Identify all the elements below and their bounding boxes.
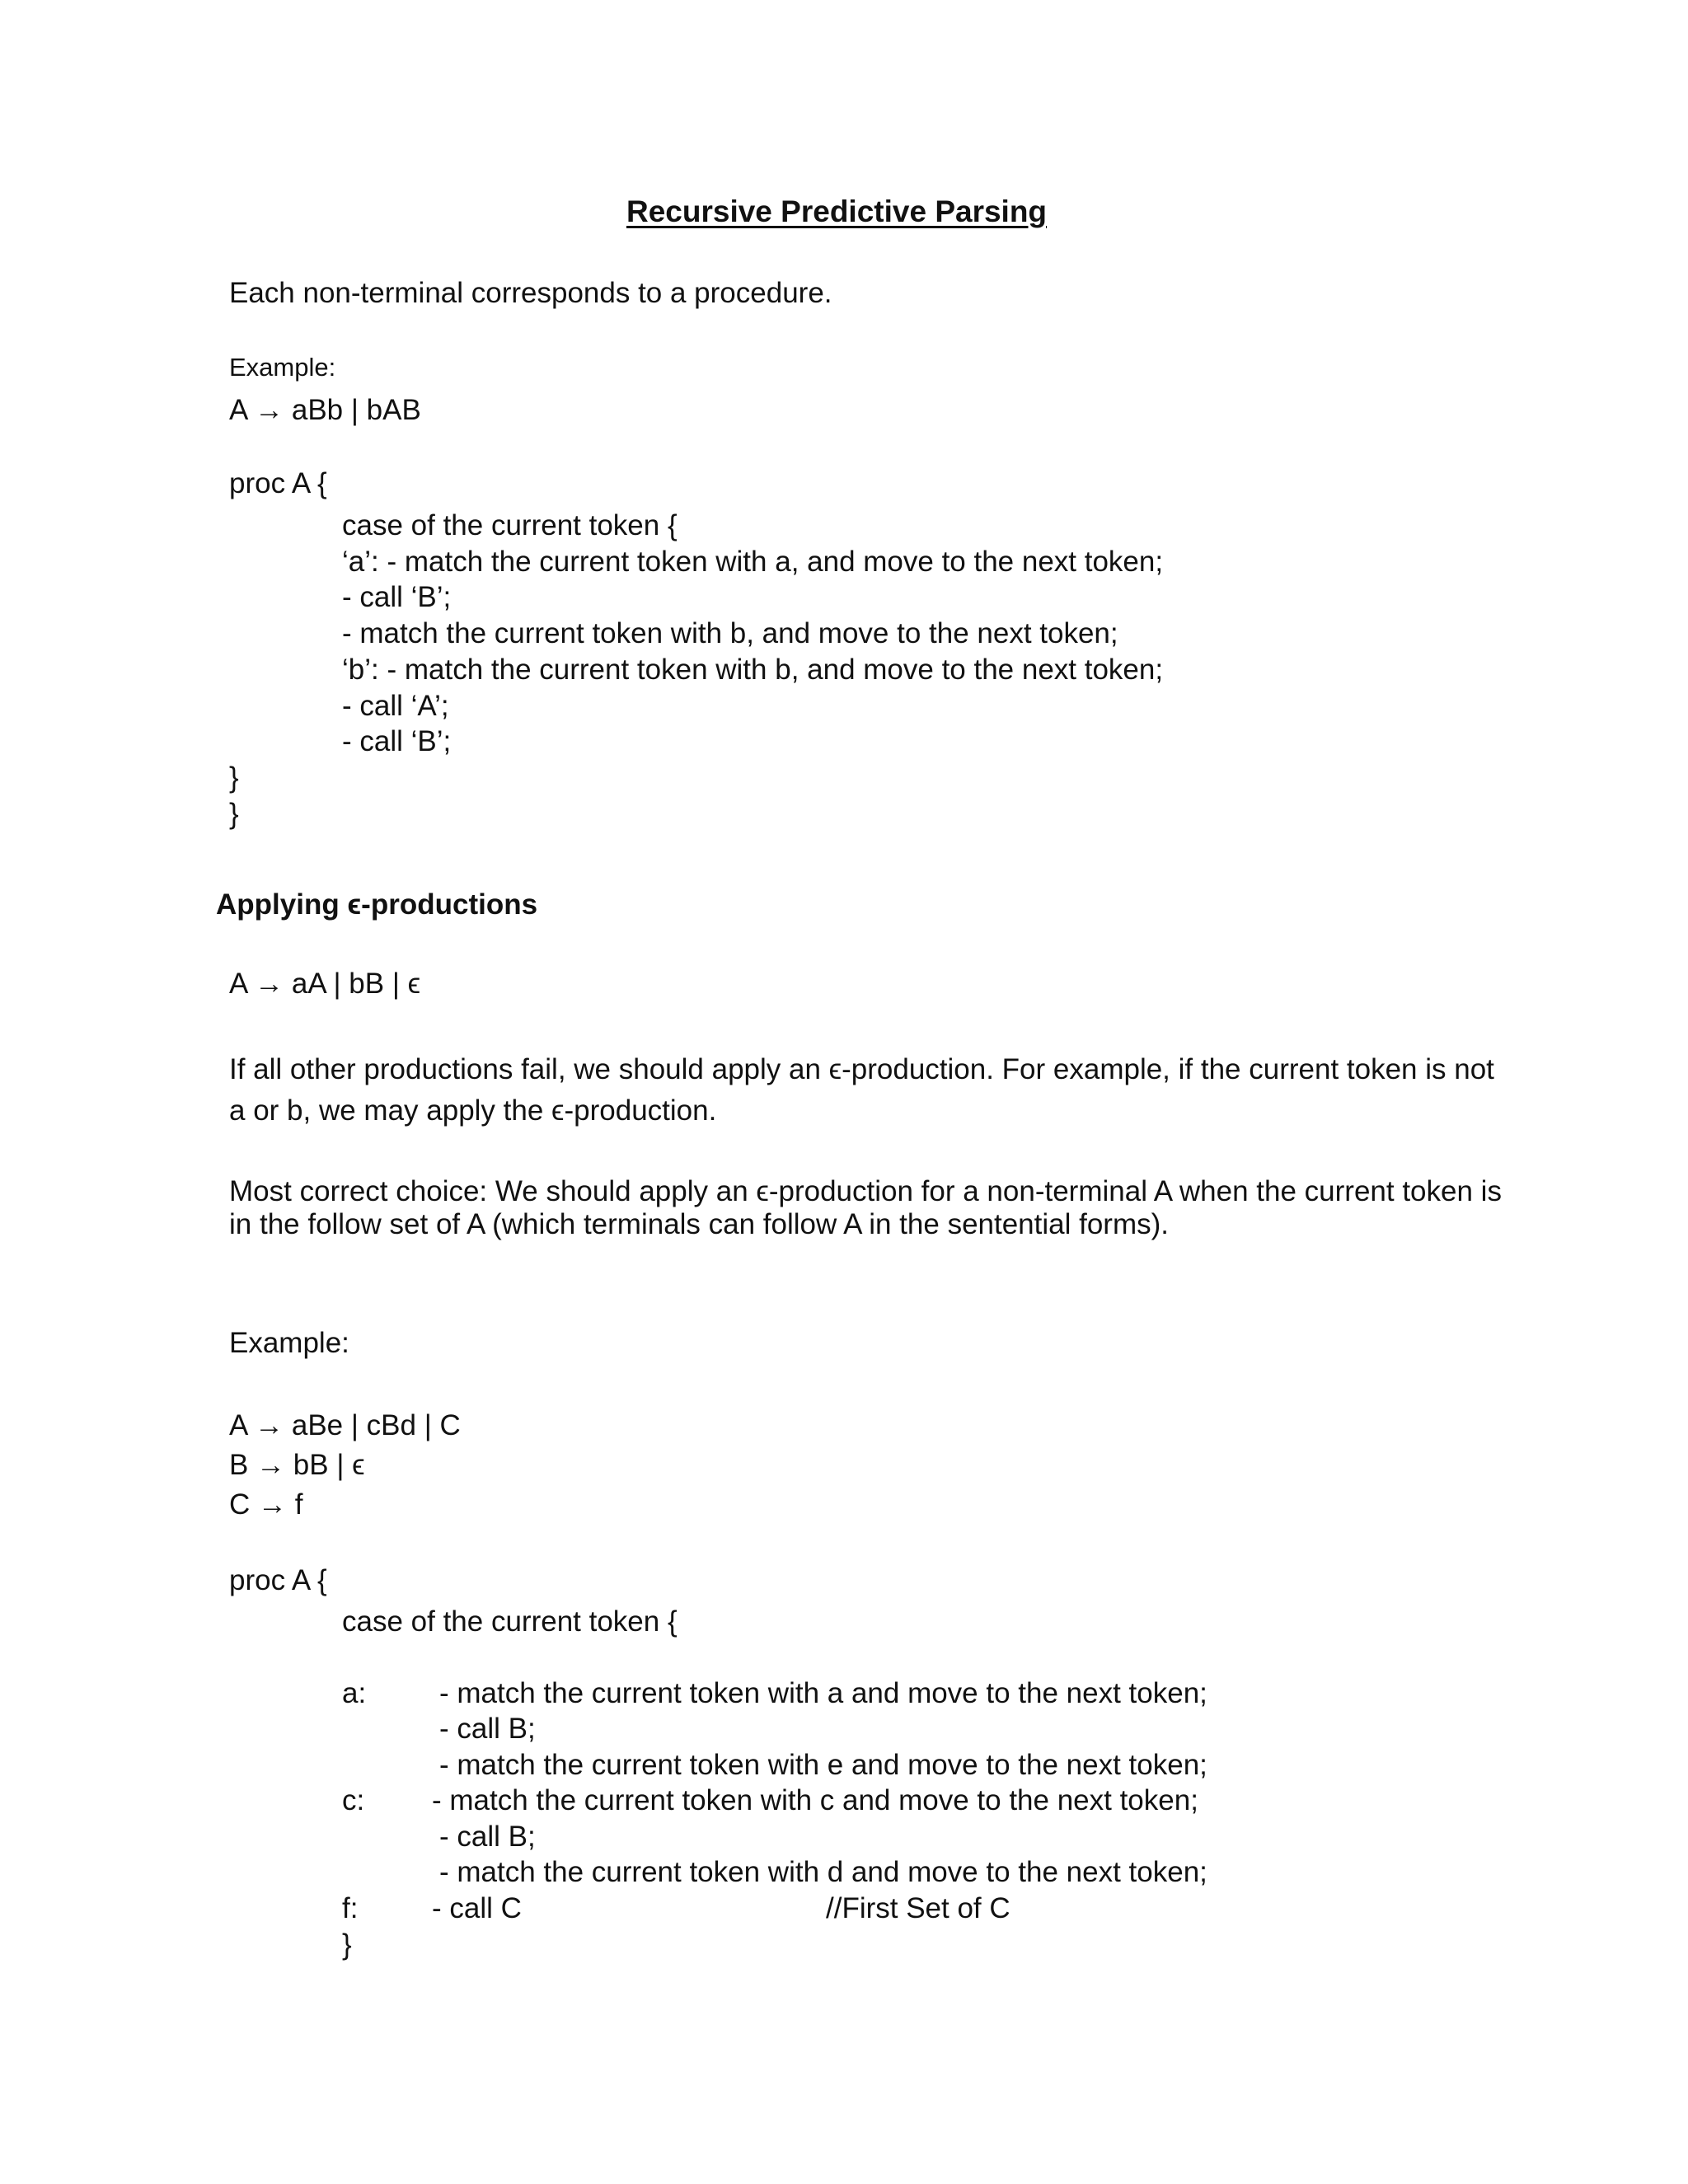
paragraph-line: If all other productions fail, we should apply an ϵ-production. For example, if the current token is not bbox=[229, 1053, 1494, 1085]
closing-brace: } bbox=[229, 798, 239, 830]
code-line: - match the current token with d and move to the next token; bbox=[439, 1856, 1207, 1888]
proc-header: proc A { bbox=[229, 467, 327, 499]
code-line: ‘b’: - match the current token with b, and move to the next token; bbox=[342, 654, 1164, 686]
code-line: ‘a’: - match the current token with a, and move to the next token; bbox=[342, 546, 1164, 578]
example-label: Example: bbox=[229, 1327, 349, 1359]
grammar-rule: A → aBb | bAB bbox=[229, 394, 421, 426]
code-line: - call B; bbox=[439, 1713, 536, 1745]
code-line: - call ‘B’; bbox=[342, 581, 452, 613]
code-line: - call C bbox=[432, 1892, 522, 1924]
paragraph-line: Most correct choice: We should apply an ϵ-production for a non-terminal A when the current token is bbox=[229, 1175, 1502, 1207]
grammar-rule: C → f bbox=[229, 1488, 303, 1521]
grammar-rule: A → aBe | cBd | C bbox=[229, 1409, 461, 1441]
code-line: - match the current token with b, and move to the next token; bbox=[342, 617, 1118, 649]
case-header: case of the current token { bbox=[342, 1605, 678, 1638]
case-label-a: a: bbox=[342, 1677, 367, 1709]
closing-brace: } bbox=[229, 762, 239, 794]
grammar-rule: B → bB | ϵ bbox=[229, 1449, 365, 1481]
code-line: - call ‘B’; bbox=[342, 725, 452, 757]
code-line: - call B; bbox=[439, 1821, 536, 1853]
proc-header: proc A { bbox=[229, 1564, 327, 1596]
closing-brace: } bbox=[342, 1929, 352, 1961]
section-heading: Applying ϵ-productions bbox=[216, 888, 538, 921]
page-title: Recursive Predictive Parsing bbox=[626, 194, 1048, 228]
paragraph-line: a or b, we may apply the ϵ-production. bbox=[229, 1094, 717, 1127]
code-line: - match the current token with c and move to the next token; bbox=[432, 1784, 1198, 1816]
code-line: - match the current token with a and move to the next token; bbox=[439, 1677, 1207, 1709]
example-label: Example: bbox=[229, 353, 336, 382]
paragraph-line: in the follow set of A (which terminals can follow A in the sentential forms). bbox=[229, 1208, 1169, 1240]
code-line: - call ‘A’; bbox=[342, 690, 449, 722]
case-label-c: c: bbox=[342, 1784, 365, 1816]
case-label-f: f: bbox=[342, 1892, 359, 1924]
code-comment: //First Set of C bbox=[826, 1892, 1010, 1924]
grammar-rule: A → aA | bB | ϵ bbox=[229, 968, 421, 1000]
case-header: case of the current token { bbox=[342, 509, 678, 541]
intro-text: Each non-terminal corresponds to a procedure. bbox=[229, 277, 832, 309]
code-line: - match the current token with e and move to the next token; bbox=[439, 1749, 1207, 1781]
